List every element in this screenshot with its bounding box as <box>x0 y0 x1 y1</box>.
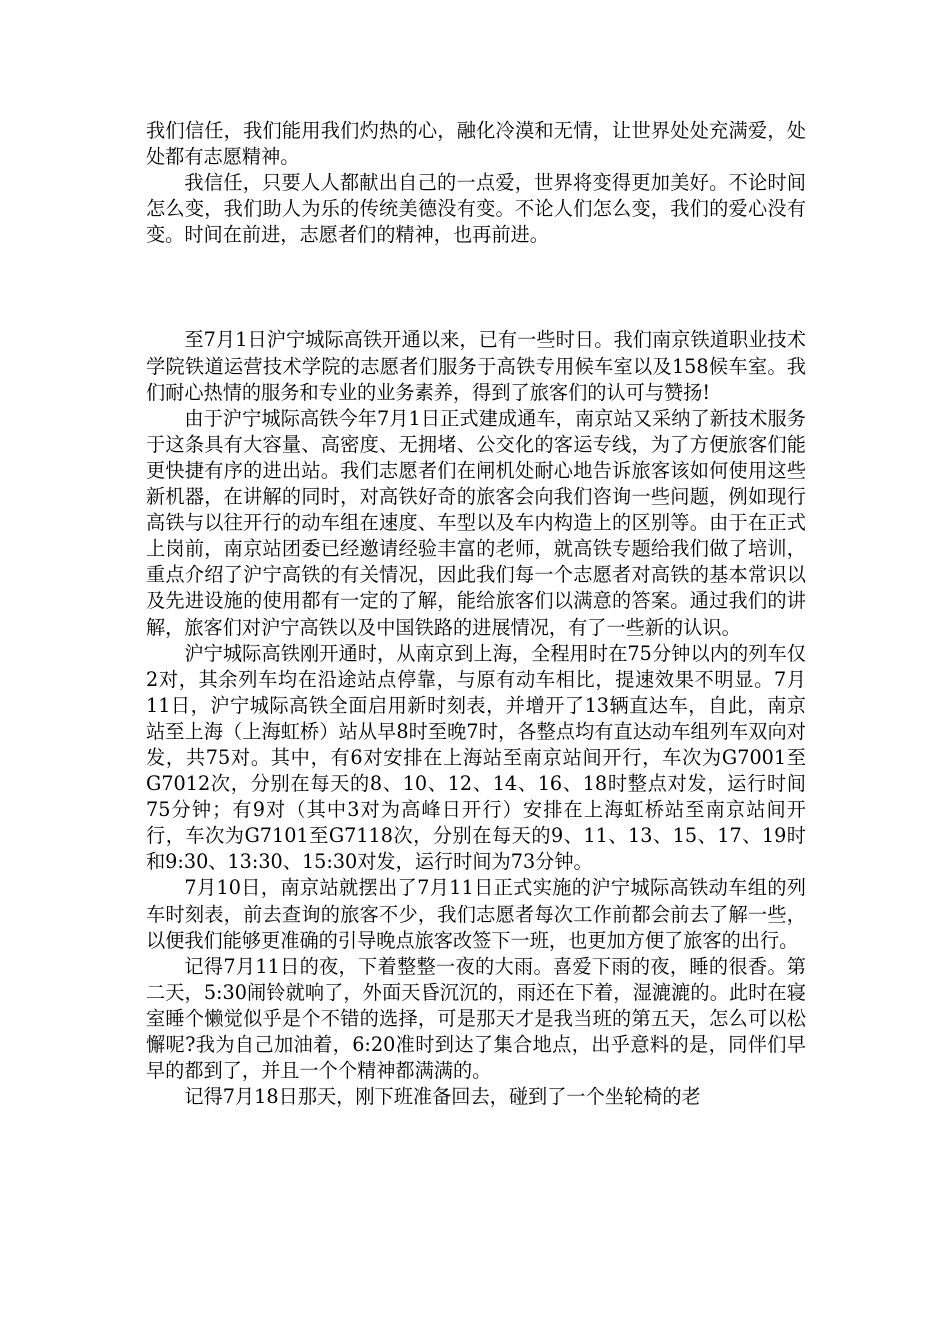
paragraph-1: 我们信任，我们能用我们灼热的心，融化冷漠和无情，让世界处处充满爱，处处都有志愿精神。 <box>146 119 806 169</box>
paragraph-6: 7月10日，南京站就摆出了7月11日正式实施的沪宁城际高铁动车组的列车时刻表，前去查询的旅客不少，我们志愿者每次工作前都会前去了解一些，以便我们能够更准确的引导晚点旅客改签下一班，也更加方便了旅客的出行。 <box>146 876 806 952</box>
section-gap <box>146 248 806 327</box>
paragraph-5: 沪宁城际高铁刚开通时，从南京到上海，全程用时在75分钟以内的列车仅2对，其余列车均在沿途站点停靠，与原有动车相比，提速效果不明显。7月11日，沪宁城际高铁全面启用新时刻表，并增开了13辆直达车，自此，南京站至上海（上海虹桥）站从早8时至晚7时，各整点均有直达动车组列车双向对发，共75对。其中，有6对安排在上海站至南京站间开行，车次为G7001至G7012次，分别在每天的8、10、12、14、16、18时整点对发，运行时间75分钟；有9对（其中3对为高峰日开行）安排在上海虹桥站至南京站间开行，车次为G7101至G7118次，分别在每天的9、11、13、15、17、19时和9:30、13:30、15:30对发，运行时间为73分钟。 <box>146 641 806 874</box>
paragraph-8: 记得7月18日那天，刚下班准备回去，碰到了一个坐轮椅的老 <box>184 1085 701 1109</box>
paragraph-7: 记得7月11日的夜，下着整整一夜的大雨。喜爱下雨的夜，睡的很香。第二天，5:30闹铃就响了，外面天昏沉沉的，雨还在下着，湿漉漉的。此时在寝室睡个懒觉似乎是个不错的选择，可是那天才是我当班的第五天，怎么可以松懈呢?我为自己加油着，6:20准时到达了集合地点，出乎意料的是，同伴们早早的都到了，并且一个个精神都满满的。 <box>146 954 806 1083</box>
paragraph-4: 由于沪宁城际高铁今年7月1日正式建成通车，南京站又采纳了新技术服务于这条具有大容量、高密度、无拥堵、公交化的客运专线，为了方便旅客们能更快捷有序的进出站。我们志愿者们在闸机处耐心地告诉旅客该如何使用这些新机器，在讲解的同时，对高铁好奇的旅客会向我们咨询一些问题，例如现行高铁与以往开行的动车组在速度、车型以及车内构造上的区别等。由于在正式上岗前，南京站团委已经邀请经验丰富的老师，就高铁专题给我们做了培训，重点介绍了沪宁高铁的有关情况，因此我们每一个志愿者对高铁的基本常识以及先进设施的使用都有一定的了解，能给旅客们以满意的答案。通过我们的讲解，旅客们对沪宁高铁以及中国铁路的进展情况，有了一些新的认识。 <box>146 406 806 639</box>
document-page <box>146 118 806 1110</box>
paragraph-2: 我信任，只要人人都献出自己的一点爱，世界将变得更加美好。不论时间怎么变，我们助人为乐的传统美德没有变。不论人们怎么变，我们的爱心没有变。时间在前进，志愿者们的精神，也再前进。 <box>146 171 806 247</box>
paragraph-3: 至7月1日沪宁城际高铁开通以来，已有一些时日。我们南京铁道职业技术学院铁道运营技术学院的志愿者们服务于高铁专用候车室以及158候车室。我们耐心热情的服务和专业的业务素养，得到了旅客们的认可与赞扬! <box>146 328 806 404</box>
